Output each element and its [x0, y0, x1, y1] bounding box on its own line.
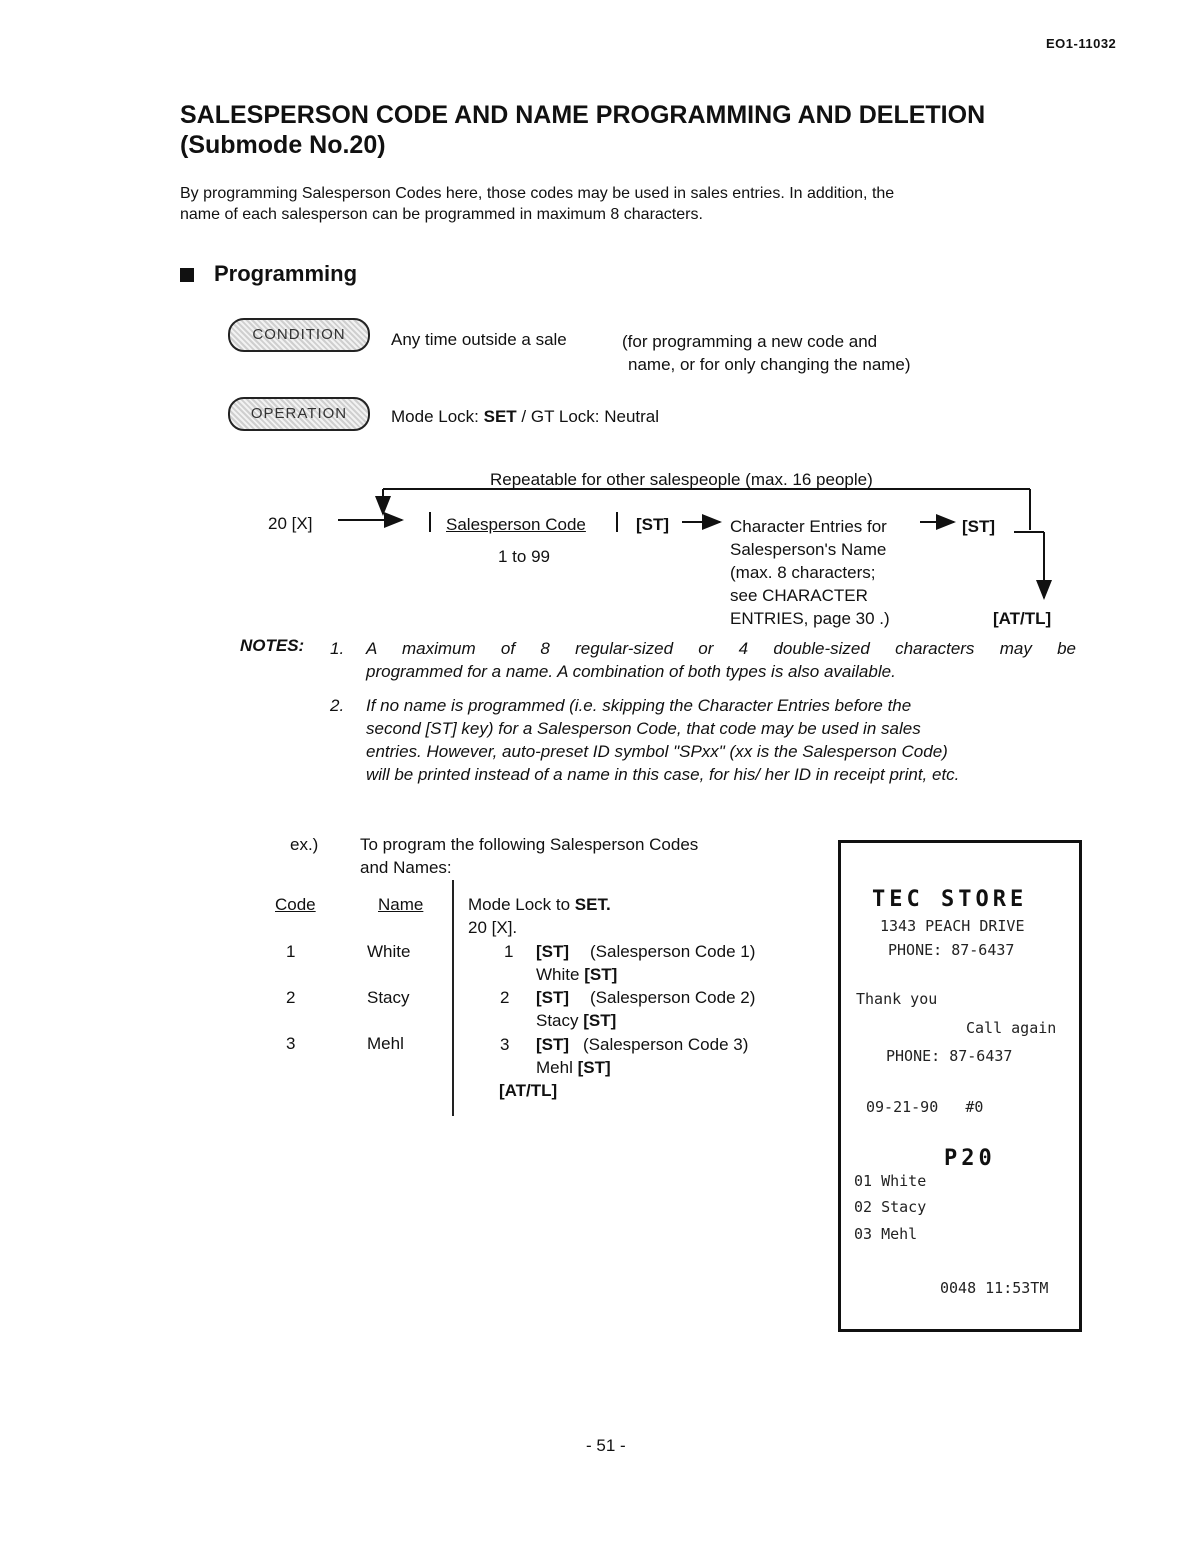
note-2-text [366, 694, 1076, 786]
receipt-footer: 0048 11:53TM [940, 1279, 1049, 1297]
receipt-call-again: Call again [966, 1019, 1057, 1037]
entry-2-key-2: [ST] [583, 1011, 617, 1030]
entry-3-key-2: [ST] [577, 1058, 611, 1077]
receipt-phone-2: PHONE: 87-6437 [886, 1047, 1013, 1065]
receipt-line-3: 03 Mehl [854, 1225, 918, 1243]
intro-line-2: name of each salesperson can be programmed in maximum 8 characters. [180, 206, 703, 223]
title-line-2: (Submode No.20) [180, 131, 386, 159]
example-row-1-name: White [367, 942, 411, 961]
example-intro [360, 833, 698, 879]
entry-3-desc: (Salesperson Code 3) [583, 1035, 749, 1054]
entry-2-name: Stacy [536, 1011, 579, 1030]
entry-1-key: [ST] [536, 942, 570, 961]
entry-2-name-line [536, 1009, 616, 1032]
receipt-phone-1: PHONE: 87-6437 [888, 941, 1015, 959]
operation-mode-label: Mode Lock: [391, 407, 484, 426]
condition-text: Any time outside a sale [391, 330, 567, 349]
note-1-number: 1. [330, 639, 345, 658]
operation-separator: / [516, 407, 531, 426]
entry-1-key-2: [ST] [584, 965, 618, 984]
flow-diagram-lines [0, 0, 1202, 640]
char-entries-line-5: ENTRIES, page 30 .) [730, 609, 890, 628]
example-row-3-name: Mehl [367, 1034, 404, 1053]
entry-3-number: 3 [500, 1035, 510, 1054]
example-row-1-code: 1 [286, 942, 296, 961]
note-2-number: 2. [330, 696, 345, 715]
note-2-line-1: If no name is programmed (i.e. skipping the Character Entries before the [366, 696, 912, 715]
example-row-2-name: Stacy [367, 988, 410, 1007]
page-number: - 51 - [586, 1436, 626, 1455]
entry-2-number: 2 [500, 988, 510, 1007]
flow-start-key: 20 [X] [268, 514, 313, 533]
title-line-1: SALESPERSON CODE AND NAME PROGRAMMING AND DELETION [180, 101, 986, 129]
flow-code-range: 1 to 99 [498, 547, 550, 566]
condition-note-2: name, or for only changing the name) [628, 355, 911, 374]
entry-1-name-line [536, 963, 617, 986]
receipt-printout [838, 840, 1082, 1332]
char-entries-line-1: Character Entries for [730, 517, 887, 536]
example-row-2-code: 2 [286, 988, 296, 1007]
note-2-line-4: will be printed instead of a name in this case, for his/ her ID in receipt print, etc. [366, 765, 960, 784]
entry-3-name: Mehl [536, 1058, 573, 1077]
note-2-line-2: second [ST] key) for a Salesperson Code, that code may be used in sales [366, 719, 921, 738]
flow-char-entries [730, 515, 890, 630]
example-intro-line-2: and Names: [360, 858, 452, 877]
receipt-mode-code: P20 [944, 1146, 996, 1171]
receipt-store-name: TEC STORE [872, 887, 1028, 912]
flow-st-key-1: [ST] [636, 515, 670, 534]
repeat-label: Repeatable for other salespeople (max. 16 people) [490, 470, 873, 489]
section-title: Programming [214, 261, 358, 286]
operation-badge: OPERATION [228, 397, 370, 431]
intro-line-1: By programming Salesperson Codes here, those codes may be used in sales entries. In addition, the [180, 185, 895, 202]
note-1-text [366, 637, 1076, 683]
example-col-name: Name [378, 895, 424, 914]
operation-set: SET [483, 407, 517, 426]
char-entries-line-2: Salesperson's Name [730, 540, 887, 559]
document-number: EO1-11032 [1046, 36, 1117, 51]
example-label: ex.) [290, 835, 319, 854]
example-intro-line-1: To program the following Salesperson Codes [360, 835, 699, 854]
example-divider [452, 880, 454, 1116]
note-1-line-2: programmed for a name. A combination of both types is also available. [366, 662, 896, 681]
example-start-step: 20 [X]. [468, 918, 518, 937]
entry-1-number: 1 [504, 942, 514, 961]
example-mode-step [468, 893, 611, 916]
char-entries-line-4: see CHARACTER [730, 586, 868, 605]
entry-3-key: [ST] [536, 1035, 570, 1054]
entry-2-desc: (Salesperson Code 2) [590, 988, 756, 1007]
example-end-key: [AT/TL] [499, 1081, 558, 1100]
entry-2-key: [ST] [536, 988, 570, 1007]
operation-gt-lock: GT Lock: Neutral [530, 407, 660, 426]
example-mode-set: SET. [574, 895, 611, 914]
example-mode-prefix: Mode Lock to [468, 895, 575, 914]
receipt-date-line: 09-21-90 #0 [866, 1098, 984, 1116]
condition-badge: CONDITION [228, 318, 370, 352]
example-row-3-code: 3 [286, 1034, 296, 1053]
entry-1-desc: (Salesperson Code 1) [590, 942, 756, 961]
example-col-code: Code [275, 895, 316, 914]
flow-st-key-2: [ST] [962, 517, 996, 536]
receipt-address: 1343 PEACH DRIVE [880, 917, 1025, 935]
note-2-line-3: entries. However, auto-preset ID symbol "SPxx" (xx is the Salesperson Code) [366, 742, 948, 761]
receipt-line-1: 01 White [854, 1172, 927, 1190]
condition-note-1: (for programming a new code and [622, 332, 878, 351]
note-1-line-1: A maximum of 8 regular-sized or 4 double-sized characters may be [366, 639, 1076, 658]
flow-end-key: [AT/TL] [993, 609, 1052, 628]
entry-1-name: White [536, 965, 580, 984]
flow-code-label: Salesperson Code [446, 515, 586, 534]
entry-3-name-line [536, 1056, 611, 1079]
receipt-thank-you: Thank you [856, 990, 938, 1008]
receipt-line-2: 02 Stacy [854, 1198, 927, 1216]
notes-label: NOTES: [240, 636, 305, 655]
char-entries-line-3: (max. 8 characters; [730, 563, 876, 582]
